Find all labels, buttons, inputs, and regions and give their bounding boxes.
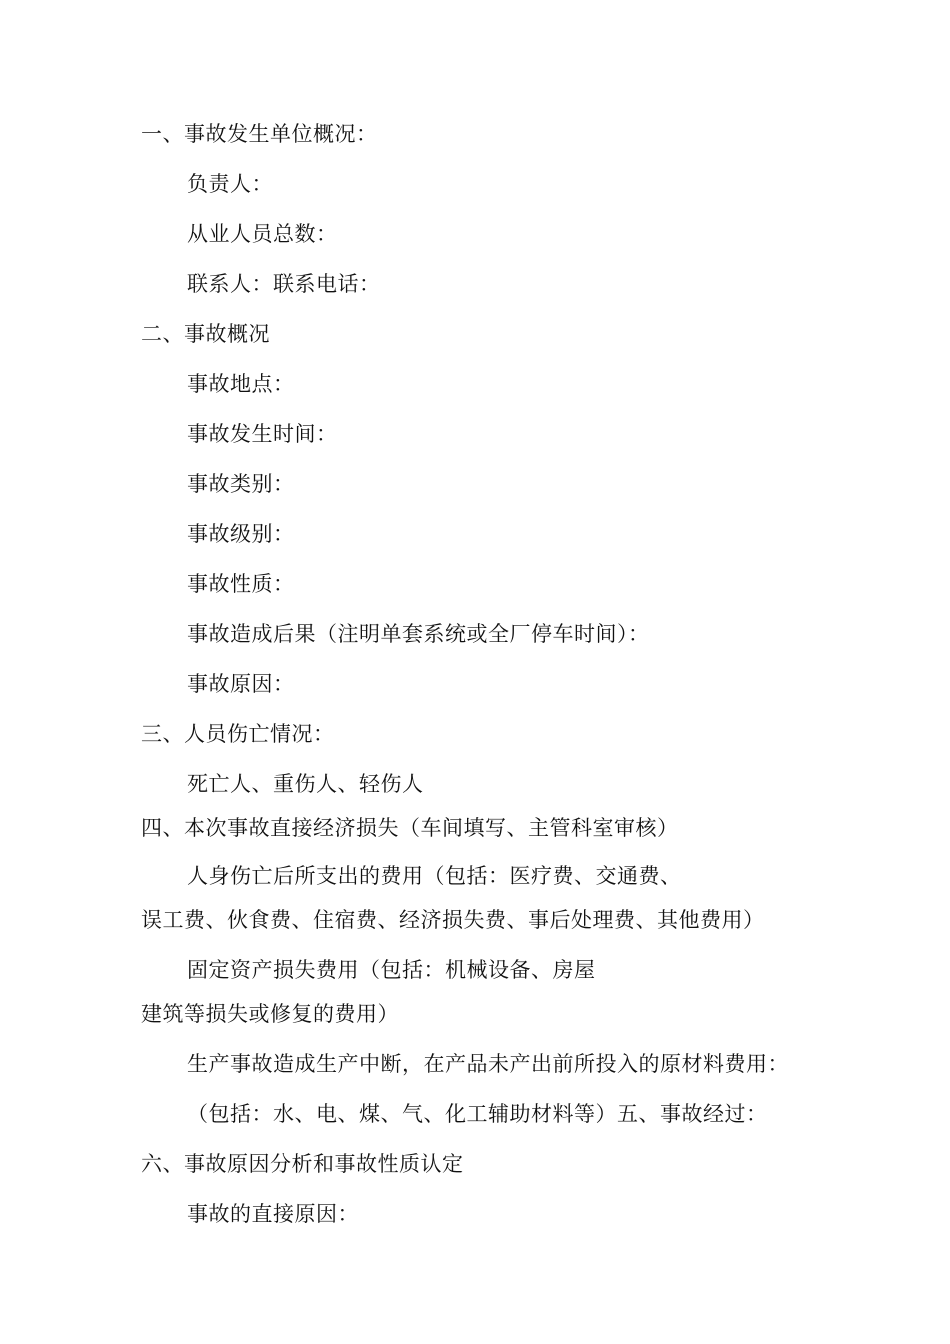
field-accident-category: 事故类别： bbox=[187, 472, 295, 496]
field-casualties: 死亡人、重伤人、轻伤人 bbox=[187, 772, 424, 796]
section-heading-1: 一、事故发生单位概况： bbox=[141, 122, 378, 146]
field-accident-time: 事故发生时间： bbox=[187, 422, 338, 446]
section-heading-6: 六、事故原因分析和事故性质认定 bbox=[141, 1152, 464, 1176]
section-heading-2: 二、事故概况 bbox=[141, 322, 270, 346]
field-accident-cause: 事故原因： bbox=[187, 672, 295, 696]
paragraph-fixed-assets-2: 建筑等损失或修复的费用） bbox=[141, 1002, 399, 1026]
section-heading-3: 三、人员伤亡情况： bbox=[141, 722, 335, 746]
section-heading-4: 四、本次事故直接经济损失（车间填写、主管科室审核） bbox=[141, 816, 679, 840]
field-direct-cause: 事故的直接原因： bbox=[187, 1202, 359, 1226]
field-responsible-person: 负责人： bbox=[187, 172, 273, 196]
paragraph-injury-costs-1: 人身伤亡后所支出的费用（包括：医疗费、交通费、 bbox=[187, 864, 682, 888]
field-total-employees: 从业人员总数： bbox=[187, 222, 338, 246]
field-accident-consequence: 事故造成后果（注明单套系统或全厂停车时间）： bbox=[187, 622, 650, 646]
field-accident-level: 事故级别： bbox=[187, 522, 295, 546]
field-accident-location: 事故地点： bbox=[187, 372, 295, 396]
paragraph-production-interruption: 生产事故造成生产中断，在产品未产出前所投入的原材料费用： bbox=[187, 1052, 789, 1076]
field-contact: 联系人：联系电话： bbox=[187, 272, 381, 296]
paragraph-injury-costs-2: 误工费、伙食费、住宿费、经济损失费、事后处理费、其他费用） bbox=[141, 908, 765, 932]
paragraph-fixed-assets-1: 固定资产损失费用（包括：机械设备、房屋 bbox=[187, 958, 596, 982]
field-accident-nature: 事故性质： bbox=[187, 572, 295, 596]
paragraph-materials-and-section-5: （包括：水、电、煤、气、化工辅助材料等）五、事故经过： bbox=[187, 1102, 768, 1126]
